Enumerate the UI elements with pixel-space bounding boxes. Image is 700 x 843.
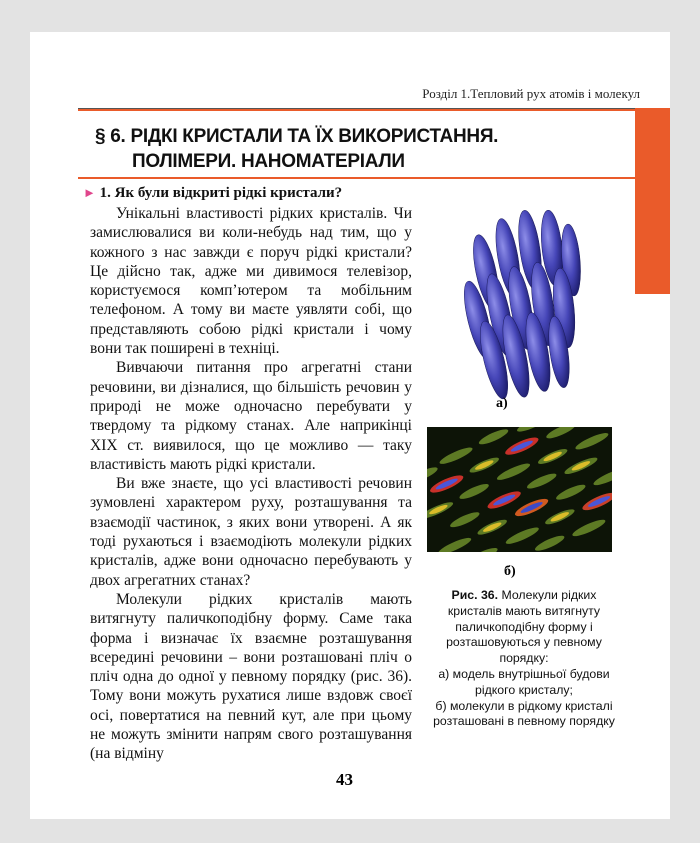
- title-bottom-rule: [78, 177, 635, 179]
- paragraph: Молекули рідких кристалів мають витягнуту паличкоподібну форму. Саме така форма і визначає їх взаємне розташування всередині речовини – вони розташовані пліч о пліч одна до одної у певному порядку (рис. 36). Тому вони можуть рухатися лише вздовж своєї осі, повертатися на певний кут, але при цьому не можуть змінити напрям свого розташування (на відміну: [90, 590, 412, 763]
- liquid-crystal-micrograph-image: [427, 427, 612, 552]
- textbook-page: [30, 32, 670, 819]
- triangle-marker-icon: ►: [83, 185, 96, 200]
- caption-item-b: б) молекули в рідкому кристалі розташовані в певному порядку: [433, 698, 615, 729]
- paragraph: Вивчаючи питання про агрегатні стани речовини, ви дізналися, що більшість речовин у природі не може одночасно перебувати у твердому та рідкому станах. Але наприкінці XIX ст. виявилося, що це можливо — таку властивість мають рідкі кристали.: [90, 359, 412, 473]
- title-line-2: ПОЛІМЕРИ. НАНОМАТЕРІАЛИ: [132, 151, 405, 172]
- caption-label: Рис. 36.: [451, 588, 499, 602]
- paragraph: Ви вже знаєте, що усі властивості речовин зумовлені характером руху, розташування та взаємодії частинок, з яких вони утворені. А як тоді рухаються і взаємодіють молекули рідких кристалів, адже вони одночасно перебувають у двох агрегатних станах?: [90, 475, 412, 589]
- title-top-rule: [78, 109, 635, 111]
- figure-label-b: б): [504, 564, 516, 579]
- running-head: Розділ 1.Тепловий рух атомів і молекул: [422, 86, 640, 101]
- figure-label-a: а): [496, 396, 508, 411]
- section-tab: [635, 108, 670, 294]
- subheading-text: 1. Як були відкриті рідкі кристали?: [99, 185, 343, 201]
- page-number: 43: [336, 770, 353, 789]
- caption-text: Молекули рідких кристалів мають витягнуту паличкоподібну форму і розташовуються у певному порядку:: [446, 588, 602, 666]
- paragraph: Унікальні властивості рідких кристалів. Чи замислювалися ви коли-небудь над тим, що у кожного з нас завжди є поруч рідкі кристали? Це дійсно так, адже ми дивимося телевізор, користуємося комп’ютером та мобільним телефоном. А тому ви маєте уявляти собі, що представляють собою рідкі кристали і чому вони так поширені в техніці.: [90, 205, 412, 358]
- liquid-crystal-model-image: [458, 200, 588, 410]
- figure-caption: [425, 588, 623, 730]
- caption-item-a: а) модель внутрішньої будови рідкого кристалу;: [438, 666, 610, 697]
- subheading: [83, 185, 342, 202]
- title-line-1: § 6. РІДКІ КРИСТАЛИ ТА ЇХ ВИКОРИСТАННЯ.: [95, 126, 499, 147]
- page-title: [95, 124, 498, 174]
- body-text: [90, 204, 412, 764]
